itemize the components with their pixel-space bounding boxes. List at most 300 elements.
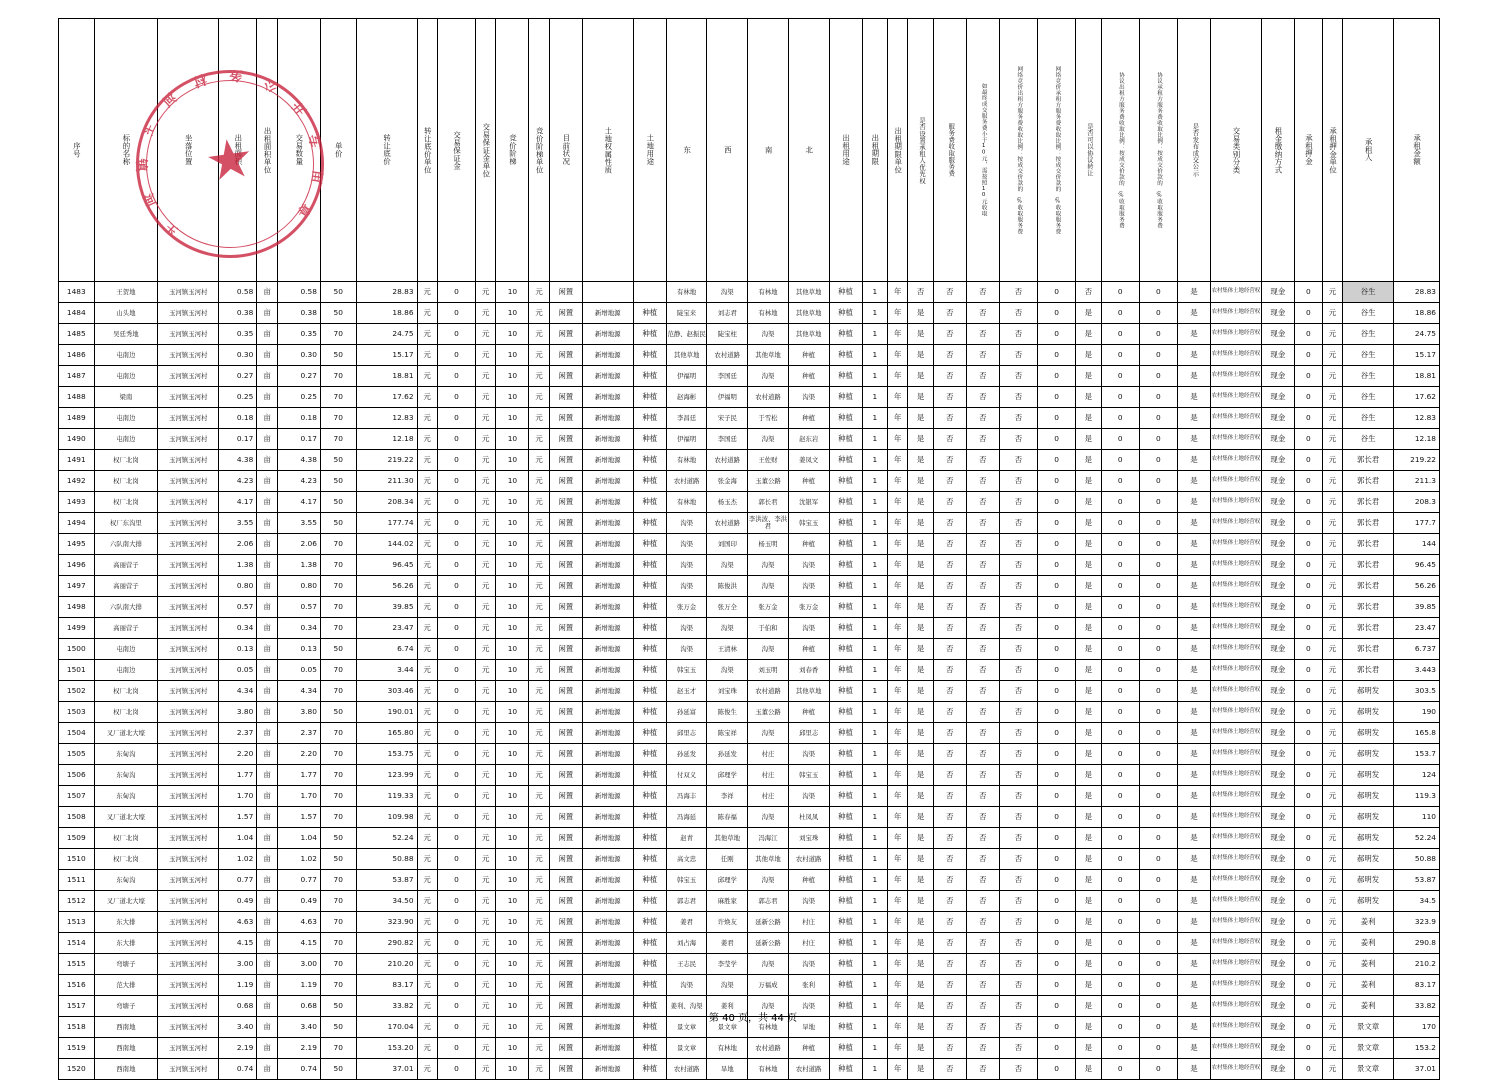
cell-west: 陈宝祥 xyxy=(707,723,748,744)
cell-south: 有林地 xyxy=(748,303,789,324)
cell-name: 屯南边 xyxy=(94,345,158,366)
col-no: 序号 xyxy=(59,19,95,282)
cell-base-price-unit: 元 xyxy=(417,744,437,765)
cell-negotiable: 是 xyxy=(1076,702,1101,723)
cell-area: 0.68 xyxy=(219,996,257,1017)
cell-bid-step-unit: 元 xyxy=(529,597,549,618)
cell-west: 王清林 xyxy=(707,639,748,660)
cell-negotiable: 是 xyxy=(1076,534,1101,555)
cell-north: 沟渠 xyxy=(788,954,829,975)
cell-online-lessor-rate: 否 xyxy=(999,492,1037,513)
cell-service-fee: 否 xyxy=(933,1059,966,1080)
cell-negotiated-lessor-rate: 0 xyxy=(1101,513,1139,534)
cell-south: 沟渠 xyxy=(748,807,789,828)
cell-quantity: 0.68 xyxy=(277,996,320,1017)
cell-north: 沟渠 xyxy=(788,555,829,576)
cell-negotiated-lessee-rate: 0 xyxy=(1139,639,1177,660)
cell-unit-price: 70 xyxy=(320,660,356,681)
cell-quantity: 1.57 xyxy=(277,807,320,828)
cell-online-lessee-rate: 0 xyxy=(1038,282,1076,303)
cell-north: 其他草地 xyxy=(788,282,829,303)
cell-area-unit: 亩 xyxy=(257,366,277,387)
cell-online-lessor-rate: 否 xyxy=(999,870,1037,891)
cell-area-unit: 亩 xyxy=(257,576,277,597)
cell-status: 闲置 xyxy=(549,387,582,408)
cell-security-deposit-unit: 元 xyxy=(1322,387,1342,408)
cell-priority: 是 xyxy=(908,534,933,555)
cell-base-price: 12.18 xyxy=(356,429,417,450)
cell-lease-term-unit: 年 xyxy=(888,1059,908,1080)
cell-area-unit: 亩 xyxy=(257,912,277,933)
cell-north: 种植 xyxy=(788,471,829,492)
cell-online-lessor-rate: 否 xyxy=(999,618,1037,639)
cell-bid-step: 10 xyxy=(496,324,529,345)
cell-status: 闲置 xyxy=(549,576,582,597)
cell-online-lessor-rate: 否 xyxy=(999,975,1037,996)
col-lessee: 承租人 xyxy=(1343,19,1394,282)
cell-trade-category: 农村集体土地经营权 xyxy=(1210,933,1261,954)
cell-lease-use: 种植 xyxy=(829,933,862,954)
cell-negotiable: 是 xyxy=(1076,324,1101,345)
cell-location: 玉河镇玉河村 xyxy=(158,807,219,828)
cell-negotiable: 是 xyxy=(1076,1059,1101,1080)
cell-online-lessor-rate: 否 xyxy=(999,1017,1037,1038)
cell-deposit: 0 xyxy=(437,366,475,387)
cell-lease-use: 种植 xyxy=(829,303,862,324)
cell-area: 0.13 xyxy=(219,639,257,660)
cell-bid-step: 10 xyxy=(496,1038,529,1059)
cell-land-use: 种植 xyxy=(633,576,666,597)
cell-deposit: 0 xyxy=(437,744,475,765)
cell-no: 1517 xyxy=(59,996,95,1017)
cell-location: 玉河镇玉河村 xyxy=(158,345,219,366)
cell-status: 闲置 xyxy=(549,786,582,807)
cell-area-unit: 亩 xyxy=(257,681,277,702)
cell-deposit-unit: 元 xyxy=(476,303,496,324)
cell-land-use: 种植 xyxy=(633,765,666,786)
cell-negotiable: 是 xyxy=(1076,555,1101,576)
cell-status: 闲置 xyxy=(549,555,582,576)
cell-bid-step: 10 xyxy=(496,786,529,807)
cell-service-fee: 否 xyxy=(933,576,966,597)
cell-trade-category: 农村集体土地经营权 xyxy=(1210,639,1261,660)
cell-lease-term-unit: 年 xyxy=(888,1017,908,1038)
cell-bid-step: 10 xyxy=(496,681,529,702)
cell-bid-step-unit: 元 xyxy=(529,786,549,807)
cell-bid-step-unit: 元 xyxy=(529,681,549,702)
cell-trade-category: 农村集体土地经营权 xyxy=(1210,492,1261,513)
cell-deposit: 0 xyxy=(437,597,475,618)
cell-north: 沟渠 xyxy=(788,576,829,597)
cell-base-price-unit: 元 xyxy=(417,408,437,429)
cell-status: 闲置 xyxy=(549,429,582,450)
cell-unit-price: 70 xyxy=(320,870,356,891)
cell-bid-step-unit: 元 xyxy=(529,303,549,324)
cell-lease-term-unit: 年 xyxy=(888,450,908,471)
cell-south: 沟渠 xyxy=(748,576,789,597)
cell-deposit: 0 xyxy=(437,849,475,870)
col-negotiated-lessor-rate: 协议出租方服务费收取比例：按成交价款的_%收取服务费 xyxy=(1101,19,1139,282)
cell-lease-amount: 24.75 xyxy=(1394,324,1440,345)
cell-area-unit: 亩 xyxy=(257,303,277,324)
cell-negotiated-lessor-rate: 0 xyxy=(1101,429,1139,450)
cell-bid-step: 10 xyxy=(496,765,529,786)
cell-east: 沟渠 xyxy=(666,534,707,555)
cell-lease-use: 种植 xyxy=(829,282,862,303)
cell-no: 1484 xyxy=(59,303,95,324)
cell-ownership: 新增地源 xyxy=(582,429,633,450)
cell-status: 闲置 xyxy=(549,618,582,639)
cell-publish-result: 是 xyxy=(1177,954,1210,975)
cell-payment-method: 现金 xyxy=(1261,429,1294,450)
cell-quantity: 3.40 xyxy=(277,1017,320,1038)
cell-location: 玉河镇玉河村 xyxy=(158,996,219,1017)
cell-online-lessor-rate: 否 xyxy=(999,1059,1037,1080)
cell-lease-term-unit: 年 xyxy=(888,618,908,639)
cell-north: 沟渠 xyxy=(788,618,829,639)
cell-online-lessor-rate: 否 xyxy=(999,996,1037,1017)
cell-security-deposit-unit: 元 xyxy=(1322,660,1342,681)
cell-base-price-unit: 元 xyxy=(417,555,437,576)
cell-service-fee: 否 xyxy=(933,870,966,891)
cell-location: 玉河镇玉河村 xyxy=(158,1017,219,1038)
cell-negotiated-lessee-rate: 0 xyxy=(1139,891,1177,912)
cell-land-use xyxy=(633,282,666,303)
cell-name: 屯南边 xyxy=(94,408,158,429)
cell-security-deposit-unit: 元 xyxy=(1322,429,1342,450)
cell-negotiated-lessor-rate: 0 xyxy=(1101,849,1139,870)
cell-lease-term-unit: 年 xyxy=(888,996,908,1017)
col-lease-term-unit: 出租期限单位 xyxy=(888,19,908,282)
cell-negotiated-lessee-rate: 0 xyxy=(1139,744,1177,765)
cell-base-price-unit: 元 xyxy=(417,513,437,534)
cell-payment-method: 现金 xyxy=(1261,996,1294,1017)
cell-location: 玉河镇玉河村 xyxy=(158,723,219,744)
cell-south: 张万金 xyxy=(748,597,789,618)
cell-base-price: 208.34 xyxy=(356,492,417,513)
cell-online-lessee-rate: 0 xyxy=(1038,660,1076,681)
cell-lease-use: 种植 xyxy=(829,828,862,849)
cell-location: 玉河镇玉河村 xyxy=(158,954,219,975)
cell-lease-term: 1 xyxy=(862,807,887,828)
cell-lease-amount: 124 xyxy=(1394,765,1440,786)
cell-lessee: 景文章 xyxy=(1343,1017,1394,1038)
cell-unit-price: 50 xyxy=(320,996,356,1017)
cell-min-fee: 否 xyxy=(966,891,999,912)
cell-lease-term-unit: 年 xyxy=(888,744,908,765)
cell-service-fee: 否 xyxy=(933,513,966,534)
cell-area: 2.20 xyxy=(219,744,257,765)
cell-payment-method: 现金 xyxy=(1261,870,1294,891)
cell-lease-use: 种植 xyxy=(829,807,862,828)
cell-online-lessee-rate: 0 xyxy=(1038,387,1076,408)
cell-deposit-unit: 元 xyxy=(476,891,496,912)
cell-deposit-unit: 元 xyxy=(476,786,496,807)
cell-status: 闲置 xyxy=(549,765,582,786)
cell-security-deposit-unit: 元 xyxy=(1322,345,1342,366)
cell-publish-result: 是 xyxy=(1177,450,1210,471)
cell-ownership: 新增地源 xyxy=(582,723,633,744)
cell-area: 0.35 xyxy=(219,324,257,345)
cell-east: 付双义 xyxy=(666,765,707,786)
cell-lease-term: 1 xyxy=(862,576,887,597)
cell-negotiated-lessor-rate: 0 xyxy=(1101,870,1139,891)
cell-publish-result: 是 xyxy=(1177,786,1210,807)
table-row xyxy=(59,618,1440,639)
cell-negotiable: 是 xyxy=(1076,576,1101,597)
cell-location: 玉河镇玉河村 xyxy=(158,324,219,345)
cell-lease-term: 1 xyxy=(862,870,887,891)
cell-payment-method: 现金 xyxy=(1261,366,1294,387)
cell-no: 1496 xyxy=(59,555,95,576)
cell-area: 0.77 xyxy=(219,870,257,891)
cell-bid-step: 10 xyxy=(496,303,529,324)
cell-unit-price: 70 xyxy=(320,681,356,702)
cell-north: 杜凤凤 xyxy=(788,807,829,828)
cell-south: 沟渠 xyxy=(748,639,789,660)
cell-bid-step: 10 xyxy=(496,639,529,660)
cell-negotiable: 是 xyxy=(1076,492,1101,513)
cell-negotiable: 是 xyxy=(1076,471,1101,492)
cell-negotiable: 是 xyxy=(1076,723,1101,744)
cell-trade-category: 农村集体土地经营权 xyxy=(1210,1059,1261,1080)
cell-location: 玉河镇玉河村 xyxy=(158,618,219,639)
col-deposit: 交易保证金 xyxy=(437,19,475,282)
cell-trade-category: 农村集体土地经营权 xyxy=(1210,576,1261,597)
cell-negotiated-lessee-rate: 0 xyxy=(1139,1059,1177,1080)
cell-deposit: 0 xyxy=(437,576,475,597)
cell-base-price-unit: 元 xyxy=(417,282,437,303)
cell-east: 陡宝来 xyxy=(666,303,707,324)
cell-base-price-unit: 元 xyxy=(417,1038,437,1059)
cell-location: 玉河镇玉河村 xyxy=(158,597,219,618)
cell-bid-step: 10 xyxy=(496,387,529,408)
cell-publish-result: 是 xyxy=(1177,492,1210,513)
cell-north: 张利 xyxy=(788,975,829,996)
cell-publish-result: 是 xyxy=(1177,933,1210,954)
col-base-price-unit: 转让底价单位 xyxy=(417,19,437,282)
table-row xyxy=(59,1038,1440,1059)
cell-deposit-unit: 元 xyxy=(476,408,496,429)
cell-security-deposit: 0 xyxy=(1294,387,1322,408)
cell-negotiated-lessee-rate: 0 xyxy=(1139,282,1177,303)
cell-area: 4.38 xyxy=(219,450,257,471)
cell-min-fee: 否 xyxy=(966,450,999,471)
cell-security-deposit-unit: 元 xyxy=(1322,492,1342,513)
col-lease-amount: 承租金额 xyxy=(1394,19,1440,282)
cell-north: 刘宝珠 xyxy=(788,828,829,849)
cell-no: 1505 xyxy=(59,744,95,765)
cell-deposit: 0 xyxy=(437,534,475,555)
cell-west: 沟渠 xyxy=(707,618,748,639)
cell-no: 1495 xyxy=(59,534,95,555)
cell-service-fee: 否 xyxy=(933,954,966,975)
cell-trade-category: 农村集体土地经营权 xyxy=(1210,765,1261,786)
cell-lease-amount: 15.17 xyxy=(1394,345,1440,366)
cell-deposit: 0 xyxy=(437,618,475,639)
cell-area-unit: 亩 xyxy=(257,1038,277,1059)
cell-east: 有林地 xyxy=(666,282,707,303)
cell-lessee: 郝明发 xyxy=(1343,828,1394,849)
cell-online-lessee-rate: 0 xyxy=(1038,639,1076,660)
table-row xyxy=(59,723,1440,744)
table-row xyxy=(59,639,1440,660)
cell-deposit-unit: 元 xyxy=(476,639,496,660)
table-row xyxy=(59,702,1440,723)
cell-bid-step-unit: 元 xyxy=(529,513,549,534)
cell-east: 刘占海 xyxy=(666,933,707,954)
cell-online-lessor-rate: 否 xyxy=(999,849,1037,870)
table-row xyxy=(59,324,1440,345)
cell-land-use: 种植 xyxy=(633,366,666,387)
cell-ownership: 新增地源 xyxy=(582,345,633,366)
cell-online-lessor-rate: 否 xyxy=(999,345,1037,366)
cell-status: 闲置 xyxy=(549,660,582,681)
cell-deposit: 0 xyxy=(437,303,475,324)
cell-base-price: 96.45 xyxy=(356,555,417,576)
cell-unit-price: 70 xyxy=(320,891,356,912)
cell-lease-amount: 34.5 xyxy=(1394,891,1440,912)
cell-south: 有林地 xyxy=(748,1017,789,1038)
cell-deposit: 0 xyxy=(437,1038,475,1059)
cell-security-deposit: 0 xyxy=(1294,954,1322,975)
cell-lease-term-unit: 年 xyxy=(888,282,908,303)
cell-deposit-unit: 元 xyxy=(476,996,496,1017)
cell-east: 孙延富 xyxy=(666,702,707,723)
cell-lease-use: 种植 xyxy=(829,870,862,891)
cell-security-deposit: 0 xyxy=(1294,828,1322,849)
cell-quantity: 0.49 xyxy=(277,891,320,912)
cell-service-fee: 否 xyxy=(933,345,966,366)
cell-negotiable: 是 xyxy=(1076,408,1101,429)
cell-trade-category: 农村集体土地经营权 xyxy=(1210,870,1261,891)
cell-negotiable: 是 xyxy=(1076,765,1101,786)
cell-area: 1.02 xyxy=(219,849,257,870)
cell-lease-amount: 18.81 xyxy=(1394,366,1440,387)
table-row xyxy=(59,429,1440,450)
cell-publish-result: 是 xyxy=(1177,702,1210,723)
cell-deposit: 0 xyxy=(437,1059,475,1080)
cell-publish-result: 是 xyxy=(1177,891,1210,912)
cell-min-fee: 否 xyxy=(966,576,999,597)
cell-status: 闲置 xyxy=(549,954,582,975)
cell-min-fee: 否 xyxy=(966,807,999,828)
cell-status: 闲置 xyxy=(549,681,582,702)
cell-service-fee: 否 xyxy=(933,660,966,681)
table-row xyxy=(59,303,1440,324)
cell-quantity: 4.17 xyxy=(277,492,320,513)
cell-base-price-unit: 元 xyxy=(417,450,437,471)
cell-security-deposit-unit: 元 xyxy=(1322,681,1342,702)
cell-min-fee: 否 xyxy=(966,975,999,996)
cell-trade-category: 农村集体土地经营权 xyxy=(1210,954,1261,975)
cell-security-deposit: 0 xyxy=(1294,408,1322,429)
cell-service-fee: 否 xyxy=(933,1017,966,1038)
cell-negotiable: 是 xyxy=(1076,681,1101,702)
cell-no: 1503 xyxy=(59,702,95,723)
cell-lessee: 姜利 xyxy=(1343,954,1394,975)
cell-no: 1483 xyxy=(59,282,95,303)
cell-base-price-unit: 元 xyxy=(417,324,437,345)
cell-ownership: 新增地源 xyxy=(582,933,633,954)
cell-lease-amount: 170 xyxy=(1394,1017,1440,1038)
cell-east: 伊福明 xyxy=(666,429,707,450)
cell-quantity: 0.25 xyxy=(277,387,320,408)
cell-priority: 是 xyxy=(908,492,933,513)
cell-north: 种植 xyxy=(788,408,829,429)
cell-west: 伊福明 xyxy=(707,387,748,408)
cell-bid-step-unit: 元 xyxy=(529,576,549,597)
cell-online-lessee-rate: 0 xyxy=(1038,366,1076,387)
cell-service-fee: 否 xyxy=(933,1038,966,1059)
cell-online-lessor-rate: 否 xyxy=(999,408,1037,429)
cell-trade-category: 农村集体土地经营权 xyxy=(1210,408,1261,429)
cell-east: 农村道路 xyxy=(666,471,707,492)
cell-north: 种植 xyxy=(788,345,829,366)
cell-north: 姜凤文 xyxy=(788,450,829,471)
cell-deposit-unit: 元 xyxy=(476,828,496,849)
cell-lessee: 郭长君 xyxy=(1343,471,1394,492)
cell-trade-category: 农村集体土地经营权 xyxy=(1210,807,1261,828)
cell-east: 沟渠 xyxy=(666,639,707,660)
cell-lease-term: 1 xyxy=(862,450,887,471)
cell-negotiated-lessor-rate: 0 xyxy=(1101,723,1139,744)
cell-publish-result: 是 xyxy=(1177,849,1210,870)
cell-publish-result: 是 xyxy=(1177,387,1210,408)
cell-bid-step-unit: 元 xyxy=(529,429,549,450)
cell-location: 玉河镇玉河村 xyxy=(158,870,219,891)
cell-lease-use: 种植 xyxy=(829,660,862,681)
cell-lease-use: 种植 xyxy=(829,996,862,1017)
cell-online-lessor-rate: 否 xyxy=(999,450,1037,471)
cell-negotiated-lessee-rate: 0 xyxy=(1139,870,1177,891)
cell-negotiable: 是 xyxy=(1076,513,1101,534)
cell-area-unit: 亩 xyxy=(257,513,277,534)
cell-west: 刘志君 xyxy=(707,303,748,324)
cell-bid-step-unit: 元 xyxy=(529,723,549,744)
cell-negotiated-lessor-rate: 0 xyxy=(1101,345,1139,366)
cell-lease-term-unit: 年 xyxy=(888,849,908,870)
cell-north: 沟渠 xyxy=(788,387,829,408)
cell-min-fee: 否 xyxy=(966,303,999,324)
cell-trade-category: 农村集体土地经营权 xyxy=(1210,1017,1261,1038)
cell-north: 沟渠 xyxy=(788,744,829,765)
cell-security-deposit-unit: 元 xyxy=(1322,324,1342,345)
cell-security-deposit: 0 xyxy=(1294,492,1322,513)
cell-unit-price: 50 xyxy=(320,492,356,513)
cell-online-lessee-rate: 0 xyxy=(1038,597,1076,618)
cell-deposit-unit: 元 xyxy=(476,366,496,387)
cell-priority: 是 xyxy=(908,996,933,1017)
cell-name: 弯塘子 xyxy=(94,996,158,1017)
cell-area-unit: 亩 xyxy=(257,282,277,303)
cell-payment-method: 现金 xyxy=(1261,513,1294,534)
cell-priority: 是 xyxy=(908,975,933,996)
cell-negotiated-lessee-rate: 0 xyxy=(1139,996,1177,1017)
cell-negotiated-lessee-rate: 0 xyxy=(1139,660,1177,681)
cell-location: 玉河镇玉河村 xyxy=(158,450,219,471)
cell-bid-step-unit: 元 xyxy=(529,996,549,1017)
cell-publish-result: 是 xyxy=(1177,303,1210,324)
cell-deposit-unit: 元 xyxy=(476,429,496,450)
cell-bid-step-unit: 元 xyxy=(529,891,549,912)
cell-ownership: 新增地源 xyxy=(582,786,633,807)
cell-deposit-unit: 元 xyxy=(476,849,496,870)
table-body xyxy=(59,282,1440,1080)
cell-online-lessee-rate: 0 xyxy=(1038,324,1076,345)
cell-lease-amount: 33.82 xyxy=(1394,996,1440,1017)
cell-bid-step-unit: 元 xyxy=(529,660,549,681)
